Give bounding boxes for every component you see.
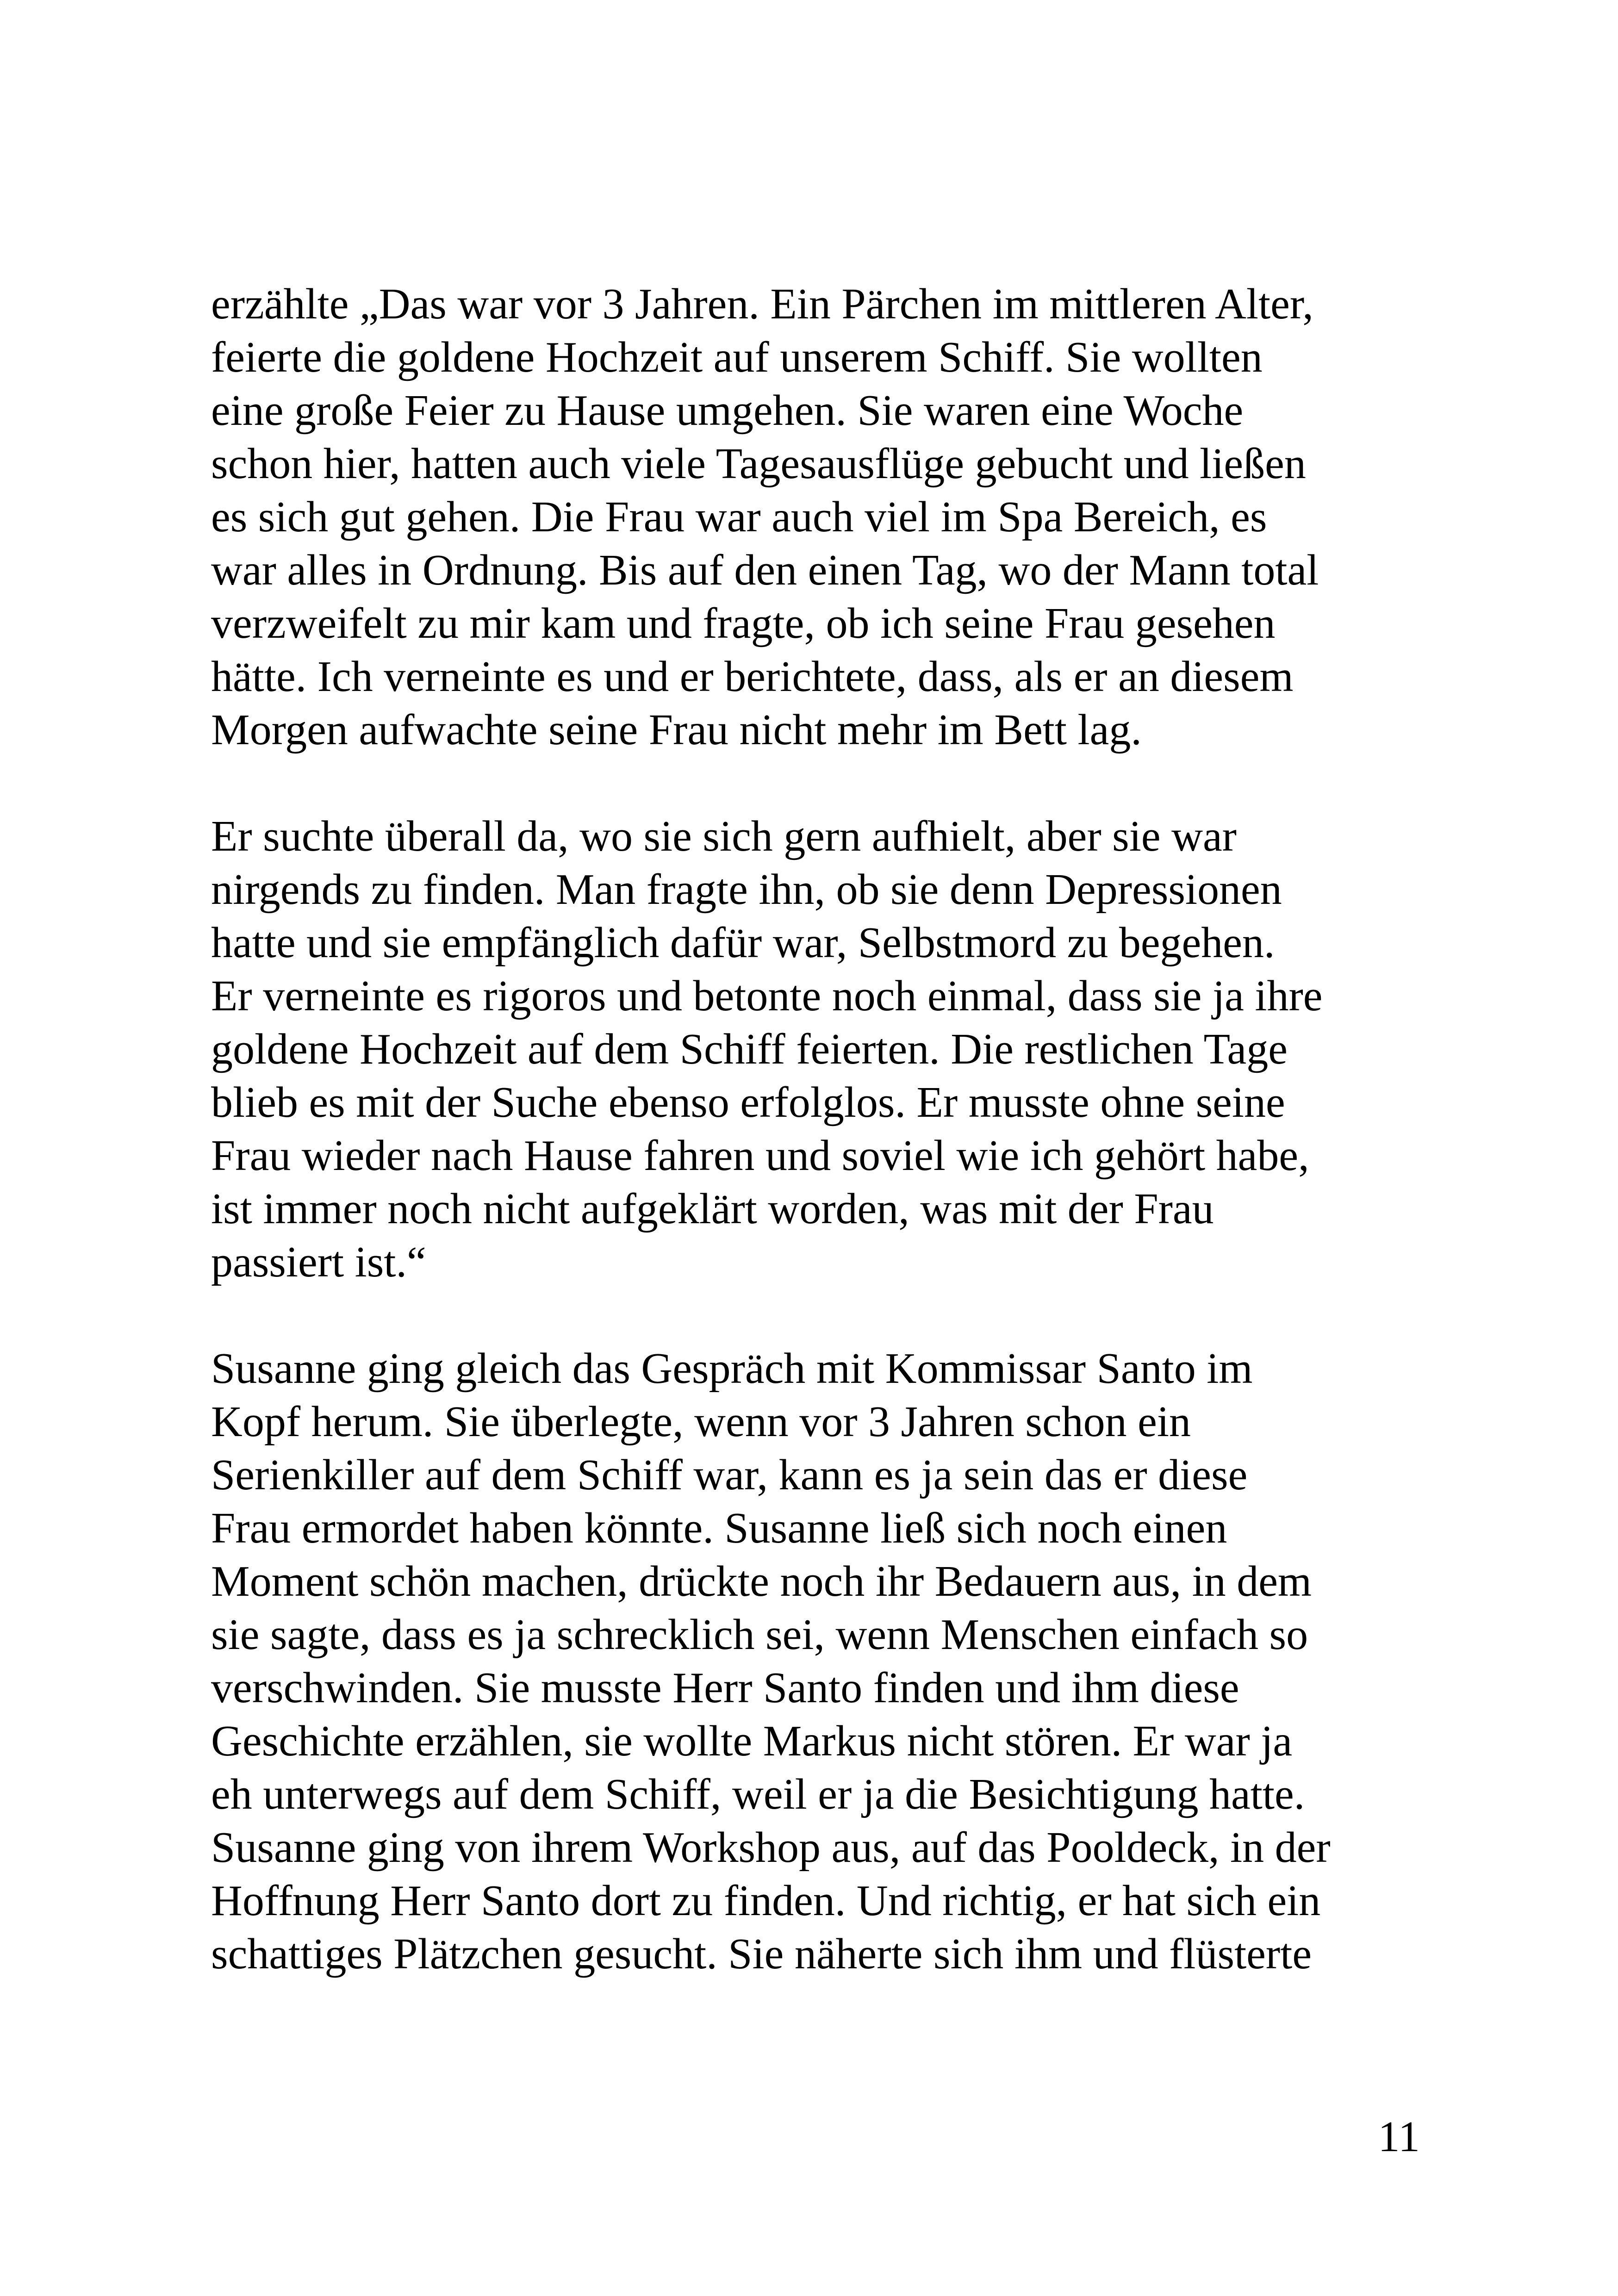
text-line: passiert ist.“ xyxy=(211,1238,426,1286)
text-line: ist immer noch nicht aufgeklärt worden, was mit der Frau xyxy=(211,1185,1214,1233)
text-line: Kopf herum. Sie überlegte, wenn vor 3 Jahren schon ein xyxy=(211,1398,1191,1446)
paragraph-2 xyxy=(211,810,1433,1289)
text-line: Moment schön machen, drückte noch ihr Bedauern aus, in dem xyxy=(211,1557,1312,1605)
text-line: sie sagte, dass es ja schrecklich sei, wenn Menschen einfach so xyxy=(211,1611,1308,1659)
text-line: Serienkiller auf dem Schiff war, kann es ja sein das er diese xyxy=(211,1451,1248,1499)
page-number: 11 xyxy=(1378,2113,1420,2161)
text-line: Er verneinte es rigoros und betonte noch einmal, dass sie ja ihre xyxy=(211,972,1323,1020)
text-line: eh unterwegs auf dem Schiff, weil er ja die Besichtigung hatte. xyxy=(211,1770,1305,1818)
paragraph-3 xyxy=(211,1342,1433,1981)
text-line: Susanne ging gleich das Gespräch mit Kommissar Santo im xyxy=(211,1344,1253,1393)
text-line: eine große Feier zu Hause umgehen. Sie waren eine Woche xyxy=(211,386,1244,435)
text-line: Susanne ging von ihrem Workshop aus, auf das Pooldeck, in der xyxy=(211,1823,1331,1872)
text-line: verzweifelt zu mir kam und fragte, ob ich seine Frau gesehen xyxy=(211,599,1276,647)
text-line: Morgen aufwachte seine Frau nicht mehr im Bett lag. xyxy=(211,706,1142,754)
text-line: erzählte „Das war vor 3 Jahren. Ein Pärchen im mittleren Alter, xyxy=(211,280,1313,328)
text-line: war alles in Ordnung. Bis auf den einen Tag, wo der Mann total xyxy=(211,546,1319,594)
paragraph-gap xyxy=(211,1289,1433,1342)
text-line: Hoffnung Herr Santo dort zu finden. Und richtig, er hat sich ein xyxy=(211,1877,1321,1925)
text-line: blieb es mit der Suche ebenso erfolglos. Er musste ohne seine xyxy=(211,1078,1285,1126)
text-line: schon hier, hatten auch viele Tagesausflüge gebucht und ließen xyxy=(211,440,1306,488)
text-line: goldene Hochzeit auf dem Schiff feierten. Die restlichen Tage xyxy=(211,1025,1288,1073)
text-line: es sich gut gehen. Die Frau war auch viel im Spa Bereich, es xyxy=(211,493,1267,541)
text-line: verschwinden. Sie musste Herr Santo finden und ihm diese xyxy=(211,1664,1239,1712)
text-line: hatte und sie empfänglich dafür war, Selbstmord zu begehen. xyxy=(211,919,1275,967)
text-line: schattiges Plätzchen gesucht. Sie näherte sich ihm und flüsterte xyxy=(211,1930,1312,1978)
paragraph-gap xyxy=(211,757,1433,810)
paragraph-1 xyxy=(211,278,1433,757)
text-line: Frau ermordet haben könnte. Susanne ließ sich noch einen xyxy=(211,1504,1227,1552)
text-line: Er suchte überall da, wo sie sich gern aufhielt, aber sie war xyxy=(211,812,1237,860)
text-line: feierte die goldene Hochzeit auf unserem Schiff. Sie wollten xyxy=(211,333,1263,381)
text-line: Geschichte erzählen, sie wollte Markus nicht stören. Er war ja xyxy=(211,1717,1293,1765)
text-line: Frau wieder nach Hause fahren und soviel wie ich gehört habe, xyxy=(211,1132,1309,1180)
body-text xyxy=(211,278,1433,1981)
text-line: nirgends zu finden. Man fragte ihn, ob sie denn Depressionen xyxy=(211,865,1282,914)
text-line: hätte. Ich verneinte es und er berichtete, dass, als er an diesem xyxy=(211,653,1294,701)
